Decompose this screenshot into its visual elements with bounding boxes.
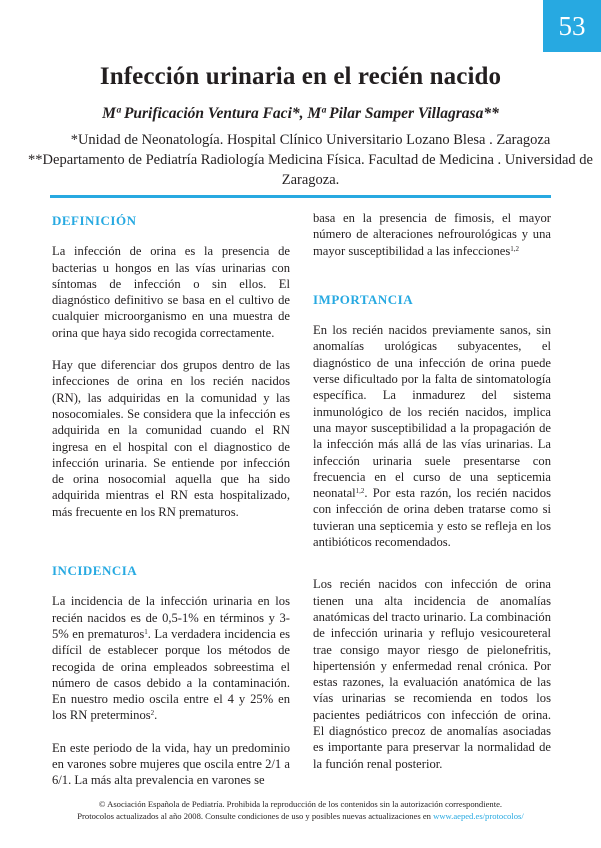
incidencia-text-a: La incidencia de la infección urinaria en los recién nacidos es de 0,5-1% en términos y 3-5% en prematuros	[52, 594, 290, 641]
authors: Mª Purificación Ventura Faci*, Mª Pilar Samper Villagrasa**	[102, 105, 499, 122]
article-title: Infección urinaria en el recién nacido	[99, 63, 502, 90]
citation-ref: 1	[144, 627, 148, 636]
incidencia-paragraph-1	[52, 593, 290, 723]
protocolos-link[interactable]: www.aeped.es/protocolos/	[433, 810, 524, 821]
definicion-paragraph-2: Hay que diferenciar dos grupos dentro de las infecciones de orina en los recién nacidos (RN), las adquiridas en la comunidad y las nosocomiales. Se considera que la infección es adquirida en la comunidad cuando el RN ingresa en el hospital con el diagnostico de infección urinaria. Se entiende por infección de orina nosocomial aquella que ha sido adquirida mientras el RN esta hospitalizado, más frecuente en los RN prematuros.	[52, 358, 290, 519]
importancia-text-b: . Por esta razón, los recién nacidos con infección de orina deben tratarse como si tuvieran una septicemia y esto se refleja en los antibióticos recomendados.	[313, 486, 551, 550]
importancia-paragraph-2: Los recién nacidos con infección de orina tienen una alta incidencia de anomalías anatómicas del tracto urinario. La combinación de infección urinaria y reflujo vesicoureteral trae consigo mayor riesgo de pielonefritis, hipertensión y enfermedad renal crónica. Por estas razones, la evaluación anatómica de las vías urinarias se recomienda en todos los pacientes pediátricos con infección de orina. El diagnóstico precoz de anomalías asociadas es importante para preservar la normalidad de la función renal posterior.	[313, 577, 551, 771]
right-column	[313, 210, 551, 788]
incidencia-text-b: . La verdadera incidencia es difícil de establecer porque los métodos de recogida de orina empleados sobreestima el número de casos debido a la contaminación. En nuestro medio oscila entre el 4 y 25% en los RN preterminos	[52, 626, 290, 723]
importancia-text-a: En los recién nacidos previamente sanos, sin anomalías urológicas subyacentes, el diagnóstico de una infección de orina puede verse dificultado por la falta de sintomatología específica. La inmadurez del sistema inmunológico de los recién nacidos, implica una mayor susceptibilidad a la propagación de la infección más allá de las vías urinarias. La infección urinaria suele presentarse con frecuencia en el curso de una septicemia neonatal	[313, 323, 551, 501]
incidencia-paragraph-2: En este periodo de la vida, hay un predominio en varones sobre mujeres que oscila entre 2/1 a 6/1. La más alta prevalencia en varones se	[52, 740, 290, 788]
heading-definicion: DEFINICIÓN	[52, 213, 137, 228]
heading-importancia: IMPORTANCIA	[313, 291, 414, 307]
citation-ref: 2	[150, 709, 155, 718]
affiliation-2	[20, 150, 601, 190]
citation-ref: 1,2	[355, 487, 365, 496]
citation-ref: 1,2	[510, 244, 519, 253]
affiliation-2-text: **Departamento de Pediatría Radiología Medicina Física. Facultad de Medicina . Universidad de Zaragoza.	[28, 152, 593, 188]
left-column	[52, 210, 290, 805]
footer-terms-text: Protocolos actualizados al año 2008. Consulte condiciones de uso y posibles nuevas actualizaciones en	[77, 810, 431, 821]
definicion-paragraph-1: La infección de orina es la presencia de bacterias u hongos en las vías urinarias con síntomas de infección o sin ellos. El diagnóstico definitivo se basa en el cultivo de cualquier microorganismo en una muestra de orina que haya sido recogida correctamente.	[52, 244, 290, 340]
footer-terms	[0, 811, 601, 823]
importancia-paragraph-1	[313, 322, 551, 550]
affiliation-1: *Unidad de Neonatología. Hospital Clínico Universitario Lozano Blesa . Zaragoza	[70, 132, 551, 148]
footer-copyright: © Asociación Española de Pediatría. Prohibida la reproducción de los contenidos sin la autorización correspondiente.	[98, 799, 503, 809]
incidencia-text-c: .	[154, 708, 158, 723]
heading-incidencia: INCIDENCIA	[52, 563, 138, 579]
page-number-badge: 53	[543, 0, 601, 52]
header-divider	[50, 195, 551, 198]
incidencia-paragraph-2-continued: basa en la presencia de fimosis, el mayor número de alteraciones nefrourológicas y una mayor susceptibilidad a las infecciones$^{1,2}$	[313, 211, 551, 258]
footer	[0, 799, 601, 822]
